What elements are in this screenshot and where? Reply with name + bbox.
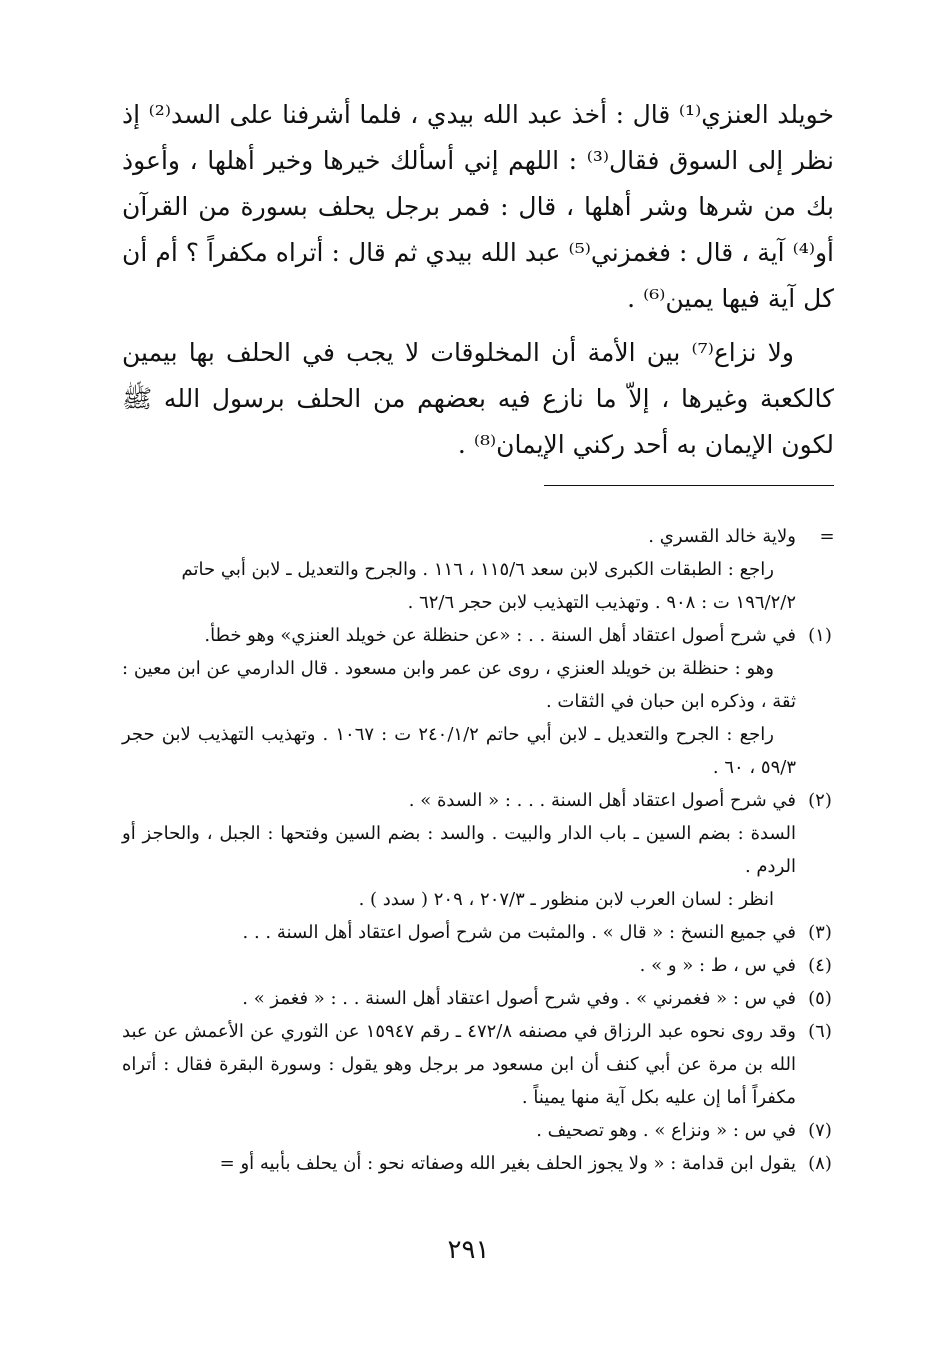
footnote-2 — [122, 784, 844, 916]
footnote-1 — [122, 619, 844, 784]
footnote-line: انظر : لسان العرب لابن منظور ـ ٢٠٧/٣ ، ٢٠٩ ( سدد ) . — [358, 889, 774, 910]
footnote-line: السدة : بضم السين ـ باب الدار والبيت . والسد : بضم السين وفتحها : الجبل ، والحاجز أو الردم . — [122, 823, 796, 877]
footnote-number: (١) — [808, 625, 832, 646]
footnote-number: (٢) — [808, 790, 832, 811]
main-paragraph-2: ولا نزاع⁽⁷⁾ بين الأمة أن المخلوقات لا يجب في الحلف بها بيمين كالكعبة وغيرها ، إلاّ ما نازع فيه بعضهم من الحلف برسول الله ﷺ لكون الإيمان به أحد ركني الإيمان⁽⁸⁾ . — [122, 338, 834, 459]
footnote-line: في شرح أصول اعتقاد أهل السنة . . . : « السدة » . — [408, 790, 796, 811]
footnote-number: (٧) — [808, 1120, 832, 1141]
footnote-5 — [122, 982, 844, 1015]
continuation-line: ولاية خالد القسري . — [648, 526, 796, 547]
page-number: ٢٩١ — [447, 1235, 490, 1265]
footnote-number: (٦) — [808, 1021, 832, 1042]
footnote-line: في س : « فغمرني » . وفي شرح أصول اعتقاد أهل السنة . . : « فغمز » . — [242, 988, 796, 1009]
footnote-line: يقول ابن قدامة : « ولا يجوز الحلف بغير الله وصفاته نحو : أن يحلف بأبيه أو = — [219, 1153, 796, 1174]
main-paragraph-1: خويلد العنزي⁽¹⁾ قال : أخذ عبد الله بيدي ، فلما أشرفنا على السد⁽²⁾ إذ نظر إلى السوق فقال⁽³⁾ : اللهم إني أسألك خيرها وخير أهلها ، وأعوذ بك من شرها وشر أهلها ، قال : فمر برجل يحلف بسورة من القرآن أو⁽⁴⁾ آية ، قال : فغمزني⁽⁵⁾ عبد الله بيدي ثم قال : أتراه مكفراً ؟ أم أن كل آية فيها يمين⁽⁶⁾ . — [122, 100, 835, 313]
footnote-separator-rule — [544, 485, 834, 486]
footnote-8 — [122, 1147, 844, 1180]
footnote-continuation — [122, 520, 835, 619]
footnote-line: في س : « ونزاع » . وهو تصحيف . — [536, 1120, 796, 1141]
footnote-line: راجع : الجرح والتعديل ـ لابن أبي حاتم ٢٤٠/١/٢ ت : ١٠٦٧ . وتهذيب التهذيب لابن حجر ٥٩/٣ ، ٦٠ . — [122, 724, 796, 778]
footnote-7 — [122, 1114, 844, 1147]
footnotes — [122, 520, 844, 1180]
footnote-line: في شرح أصول اعتقاد أهل السنة . . : «عن حنظلة عن خويلد العنزي» وهو خطأ. — [204, 625, 796, 646]
footnote-number: (٥) — [808, 988, 832, 1009]
continuation-line: راجع : الطبقات الكبرى لابن سعد ١١٥/٦ ، ١١٦ . والجرح والتعديل ـ لابن أبي حاتم ١٩٦/٢/٢ ت : ٩٠٨ . وتهذيب التهذيب لابن حجر ٦٢/٦ . — [181, 559, 796, 613]
footnote-line: وقد روى نحوه عبد الرزاق في مصنفه ٤٧٢/٨ ـ رقم ١٥٩٤٧ عن الثوري عن الأعمش عن عبد الله بن مرة عن أبي كنف أن ابن مسعود مر برجل وهو يقول : وسورة البقرة فقال : أتراه مكفراً أما إن عليه بكل آية منها يميناً . — [122, 1021, 796, 1108]
footnote-4 — [122, 949, 844, 982]
footnote-number: (٣) — [808, 922, 832, 943]
footnote-number: (٤) — [808, 955, 832, 976]
footnote-6 — [122, 1015, 844, 1114]
footnote-line: في س ، ط : « و » . — [639, 955, 796, 976]
footnote-line: في جميع النسخ : « قال » . والمثبت من شرح أصول اعتقاد أهل السنة . . . — [242, 922, 796, 943]
footnote-3 — [122, 916, 844, 949]
footnote-line: وهو : حنظلة بن خويلد العنزي ، روى عن عمر وابن مسعود . قال الدارمي عن ابن معين : ثقة ، وذكره ابن حبان في الثقات . — [122, 658, 796, 712]
footnote-number: (٨) — [808, 1153, 832, 1174]
continuation-marker: = — [819, 526, 835, 547]
main-text — [122, 92, 834, 476]
